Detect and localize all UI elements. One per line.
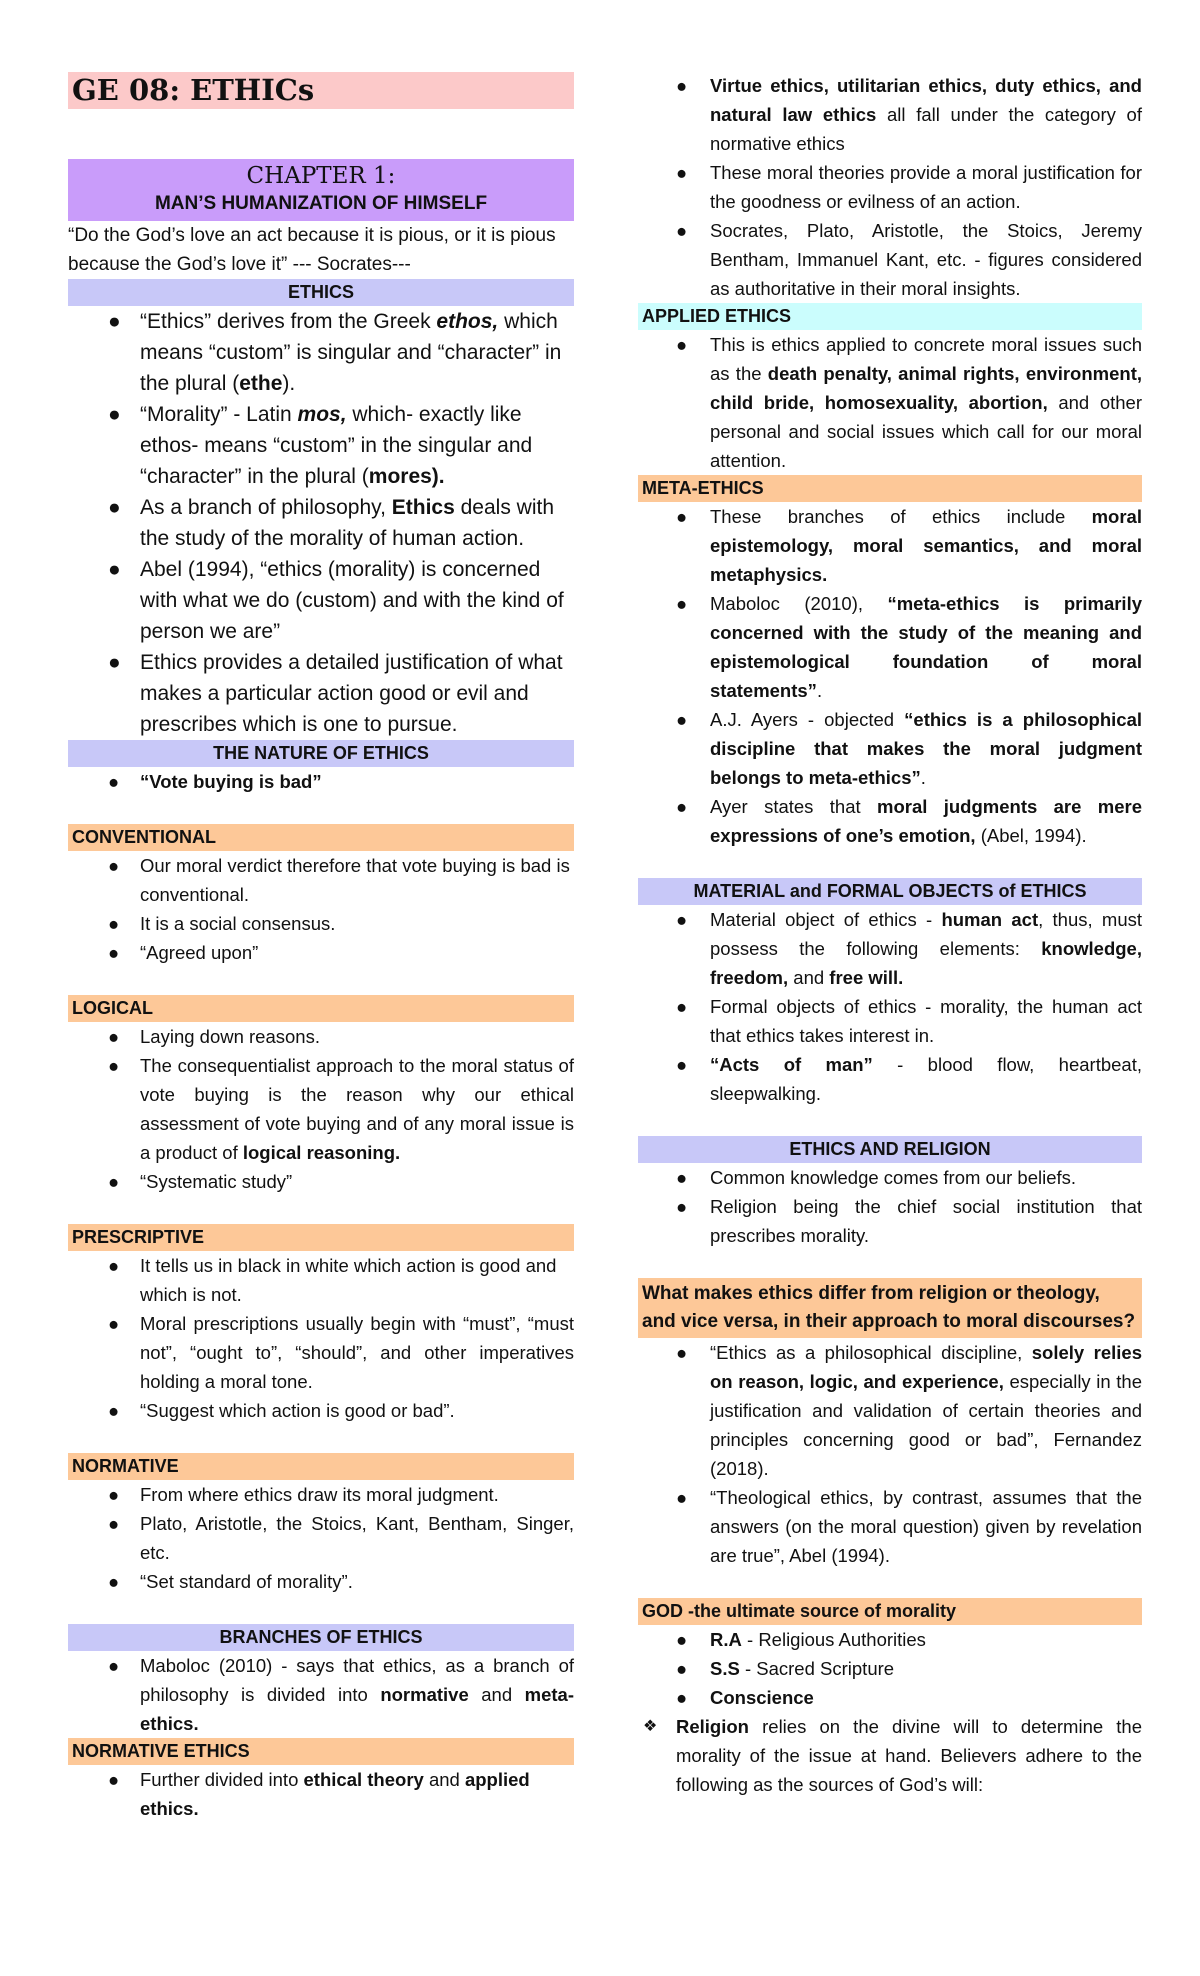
god-source-list [638,1625,1142,1712]
section-header-ethics-religion: ETHICS AND RELIGION [638,1136,1142,1163]
section-header-material-formal: MATERIAL and FORMAL OBJECTS of ETHICS [638,878,1142,905]
meta-ethics-list [638,502,1142,850]
list-item: ● Formal objects of ethics - morality, the human act that ethics takes interest in. [676,996,1142,1046]
left-column [68,0,574,1823]
list-item: ● S.S - Sacred Scripture [676,1658,895,1679]
list-item: ● Moral prescriptions usually begin with “must”, “must not”, “ought to”, “should”, and other imperatives holding a moral tone. [108,1313,574,1392]
conventional-list [68,851,574,967]
list-item: ● “Systematic study” [108,1171,293,1192]
list-item: ● As a branch of philosophy, Ethics deals with the study of the morality of human action. [108,496,555,550]
ethics-list [68,306,574,740]
religion-paragraph: ❖ Religion relies on the divine will to determine the morality of the issue at hand. Believers adhere to the following as the sources of God’s will: [638,1712,1142,1799]
section-header-meta-ethics: META-ETHICS [638,475,1142,502]
list-item: ● “Theological ethics, by contrast, assumes that the answers (on the moral question) given by revelation are true”, Abel (1994). [676,1487,1142,1566]
list-item: ● Conscience [676,1687,814,1708]
normative-list [68,1480,574,1596]
list-item: ● “Ethics” derives from the Greek ethos, which means “custom” is singular and “character” in the plural (ethe). [108,310,562,395]
section-header-applied-ethics: APPLIED ETHICS [638,303,1142,330]
chapter-title: CHAPTER 1: [246,163,396,189]
section-header-ethics-vs-religion-question: What makes ethics differ from religion or theology, and vice versa, in their approach to moral discourses? [638,1278,1142,1338]
ethics-vs-religion-list [638,1338,1142,1570]
normative-ethics-list [68,1765,574,1823]
list-item: ● These moral theories provide a moral justification for the goodness or evilness of an action. [676,162,1142,212]
section-header-conventional: CONVENTIONAL [68,824,574,851]
list-item: ● R.A - Religious Authorities [676,1629,926,1650]
logical-list [68,1022,574,1196]
list-item: ● “Ethics as a philosophical discipline, solely relies on reason, logic, and experience, especially in the justification and validation of certain theories and principles concerning good or bad”, Fernandez (2018). [676,1342,1143,1479]
branches-list [68,1651,574,1738]
list-item: ● Religion being the chief social institution that prescribes morality. [676,1196,1142,1246]
list-item: ● “Suggest which action is good or bad”. [108,1400,455,1421]
prescriptive-list [68,1251,574,1425]
list-item: ● Socrates, Plato, Aristotle, the Stoics, Jeremy Bentham, Immanuel Kant, etc. - figures considered as authoritative in their moral insights. [676,220,1142,299]
section-header-logical: LOGICAL [68,995,574,1022]
section-header-normative: NORMATIVE [68,1453,574,1480]
list-item: ● Virtue ethics, utilitarian ethics, duty ethics, and natural law ethics all fall under the category of normative ethics [676,75,1142,154]
list-item: ● The consequentialist approach to the moral status of vote buying is the reason why our ethical assessment of vote buying and of any moral issue is a product of logical reasoning. [108,1055,574,1163]
list-item: ● “Set standard of morality”. [108,1571,353,1592]
ethics-religion-list [638,1163,1142,1250]
list-item: ● Ethics provides a detailed justification of what makes a particular action good or evil and prescribes which is one to pursue. [108,651,563,736]
section-header-branches: BRANCHES OF ETHICS [68,1624,574,1651]
nature-list [68,767,574,796]
section-header-prescriptive: PRESCRIPTIVE [68,1224,574,1251]
list-item: ● Maboloc (2010), “meta-ethics is primarily concerned with the study of the meaning and epistemological foundation of moral statements”. [676,593,1142,701]
document-title: GE 08: ETHICs [68,72,574,109]
list-item: ● “Morality” - Latin mos, which- exactly like ethos- means “custom” in the singular and “character” in the plural (mores). [108,403,533,488]
list-item: ● “Agreed upon” [108,942,259,963]
diamond-bullet-icon: ❖ [643,1718,658,1735]
list-item: ● Laying down reasons. [108,1026,320,1047]
chapter-subtitle: MAN’S HUMANIZATION OF HIMSELF [154,193,488,214]
list-item: ● Ayer states that moral judgments are mere expressions of one’s emotion, (Abel, 1994). [676,796,1142,846]
list-item: ● Further divided into ethical theory and applied ethics. [108,1769,530,1819]
list-item: ● Our moral verdict therefore that vote buying is bad is conventional. [108,855,570,905]
normative-theories-list [638,71,1142,303]
list-item: ● It is a social consensus. [108,913,336,934]
list-item: ● Material object of ethics - human act, thus, must possess the following elements: knowledge, freedom, and free will. [676,909,1142,988]
section-header-nature-of-ethics: THE NATURE OF ETHICS [68,740,574,767]
list-item: ● These branches of ethics include moral epistemology, moral semantics, and moral metaphysics. [676,506,1142,585]
section-header-ethics: ETHICS [68,279,574,306]
list-item: ● Abel (1994), “ethics (morality) is concerned with what we do (custom) and with the kind of person we are” [108,558,564,643]
right-column [638,0,1142,1799]
section-header-god-source: GOD -the ultimate source of morality [638,1598,1142,1625]
list-item: ● Plato, Aristotle, the Stoics, Kant, Bentham, Singer, etc. [108,1513,574,1563]
material-formal-list [638,905,1142,1108]
list-item: ● “Acts of man” - blood flow, heartbeat, sleepwalking. [676,1054,1142,1104]
list-item: ● From where ethics draw its moral judgment. [108,1484,499,1505]
list-item: ● This is ethics applied to concrete moral issues such as the death penalty, animal rights, environment, child bride, homosexuality, abortion, and other personal and social issues which call for our moral attention. [676,334,1142,471]
list-item: ● Common knowledge comes from our beliefs. [676,1167,1077,1188]
list-item: ● A.J. Ayers - objected “ethics is a philosophical discipline that makes the moral judgment belongs to meta-ethics”. [676,709,1142,788]
socrates-quote: “Do the God’s love an act because it is pious, or it is pious because the God’s love it” --- Socrates--- [68,225,556,275]
list-item: ● Maboloc (2010) - says that ethics, as a branch of philosophy is divided into normative and meta-ethics. [108,1655,575,1734]
applied-ethics-list [638,330,1142,475]
list-item: ● “Vote buying is bad” [108,771,322,792]
chapter-banner [68,159,574,221]
section-header-normative-ethics: NORMATIVE ETHICS [68,1738,574,1765]
list-item: ● It tells us in black in white which action is good and which is not. [108,1255,557,1305]
